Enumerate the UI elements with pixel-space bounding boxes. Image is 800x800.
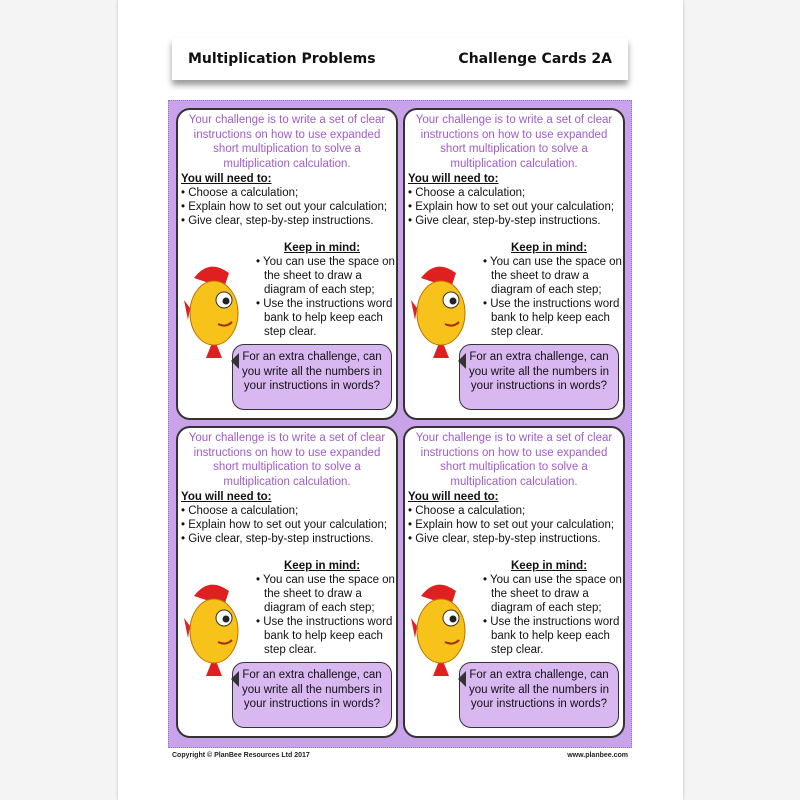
- list-item: • Use the instructions word bank to help keep each step clear.: [483, 615, 623, 657]
- list-item: • You can use the space on the sheet to draw a diagram of each step;: [483, 255, 623, 297]
- challenge-card: [176, 108, 398, 420]
- list-item: • Use the instructions word bank to help keep each step clear.: [483, 297, 623, 339]
- needs-list: [181, 186, 393, 228]
- needs-list: [408, 504, 620, 546]
- keep-in-mind: [256, 240, 396, 339]
- list-item: • Choose a calculation;: [408, 504, 620, 518]
- extra-challenge-bubble: For an extra challenge, can you write all the numbers in your instructions in words?: [459, 344, 619, 410]
- list-item: • Give clear, step-by-step instructions.: [408, 214, 620, 228]
- challenge-card: [403, 108, 625, 420]
- challenge-intro: Your challenge is to write a set of clear instructions on how to use expanded short multiplication to solve a multiplication calculation.: [415, 432, 613, 488]
- list-item: • You can use the space on the sheet to draw a diagram of each step;: [256, 255, 396, 297]
- challenge-intro: Your challenge is to write a set of clear instructions on how to use expanded short multiplication to solve a multiplication calculation.: [415, 114, 613, 170]
- needs-list: [408, 186, 620, 228]
- list-item: • Give clear, step-by-step instructions.: [408, 532, 620, 546]
- list-item: • Give clear, step-by-step instructions.: [181, 214, 393, 228]
- needs-heading: You will need to:: [181, 173, 272, 185]
- challenge-intro: Your challenge is to write a set of clear instructions on how to use expanded short multiplication to solve a multiplication calculation.: [188, 432, 386, 488]
- list-item: • You can use the space on the sheet to draw a diagram of each step;: [483, 573, 623, 615]
- challenge-card: [176, 426, 398, 738]
- list-item: • You can use the space on the sheet to draw a diagram of each step;: [256, 573, 396, 615]
- challenge-card: [403, 426, 625, 738]
- list-item: • Use the instructions word bank to help keep each step clear.: [256, 297, 396, 339]
- list-item: • Explain how to set out your calculation;: [408, 200, 620, 214]
- needs-heading: You will need to:: [181, 491, 272, 503]
- list-item: • Use the instructions word bank to help keep each step clear.: [256, 615, 396, 657]
- keep-heading: Keep in mind:: [284, 560, 361, 572]
- keep-heading: Keep in mind:: [284, 242, 361, 254]
- worksheet-subtitle: Challenge Cards 2A: [458, 51, 612, 67]
- extra-challenge-bubble: For an extra challenge, can you write all the numbers in your instructions in words?: [232, 662, 392, 728]
- worksheet-header: [172, 38, 628, 80]
- keep-heading: Keep in mind:: [511, 242, 588, 254]
- needs-heading: You will need to:: [408, 173, 499, 185]
- list-item: • Explain how to set out your calculation;: [181, 200, 393, 214]
- keep-in-mind: [483, 240, 623, 339]
- list-item: • Explain how to set out your calculation;: [408, 518, 620, 532]
- needs-list: [181, 504, 393, 546]
- website-text: www.planbee.com: [567, 752, 628, 759]
- extra-challenge-bubble: For an extra challenge, can you write all the numbers in your instructions in words?: [232, 344, 392, 410]
- list-item: • Choose a calculation;: [181, 504, 393, 518]
- list-item: • Choose a calculation;: [181, 186, 393, 200]
- extra-challenge-bubble: For an extra challenge, can you write all the numbers in your instructions in words?: [459, 662, 619, 728]
- list-item: • Choose a calculation;: [408, 186, 620, 200]
- keep-in-mind: [256, 558, 396, 657]
- keep-in-mind: [483, 558, 623, 657]
- copyright-text: Copyright © PlanBee Resources Ltd 2017: [172, 752, 310, 759]
- challenge-intro: Your challenge is to write a set of clear instructions on how to use expanded short multiplication to solve a multiplication calculation.: [188, 114, 386, 170]
- list-item: • Give clear, step-by-step instructions.: [181, 532, 393, 546]
- list-item: • Explain how to set out your calculation;: [181, 518, 393, 532]
- worksheet-title: Multiplication Problems: [188, 51, 376, 67]
- needs-heading: You will need to:: [408, 491, 499, 503]
- keep-heading: Keep in mind:: [511, 560, 588, 572]
